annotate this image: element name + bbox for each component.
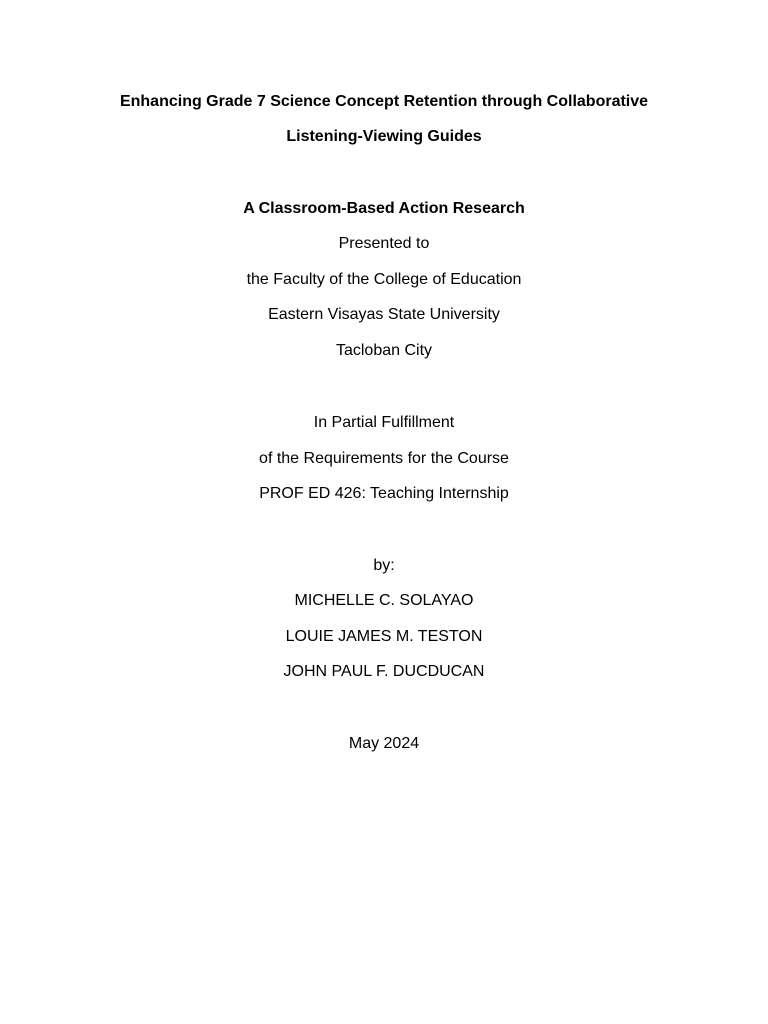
city-line: Tacloban City (335, 342, 433, 359)
date-line: May 2024 (348, 735, 420, 752)
fulfillment-line-2: of the Requirements for the Course (259, 450, 509, 467)
presented-to: Presented to (338, 235, 430, 252)
author-name: MICHELLE C. SOLAYAO (294, 592, 474, 609)
course-line: PROF ED 426: Teaching Internship (259, 485, 509, 502)
research-type: A Classroom-Based Action Research (243, 200, 525, 217)
title-line-1: Enhancing Grade 7 Science Concept Retention through Collaborative (119, 93, 649, 110)
fulfillment-line-1: In Partial Fulfillment (313, 414, 455, 431)
title-line-2: Listening-Viewing Guides (286, 128, 482, 145)
faculty-line: the Faculty of the College of Education (246, 271, 522, 288)
university-line: Eastern Visayas State University (268, 306, 500, 323)
by-label: by: (373, 557, 395, 574)
author-name: JOHN PAUL F. DUCDUCAN (283, 663, 485, 680)
author-name: LOUIE JAMES M. TESTON (285, 628, 483, 645)
